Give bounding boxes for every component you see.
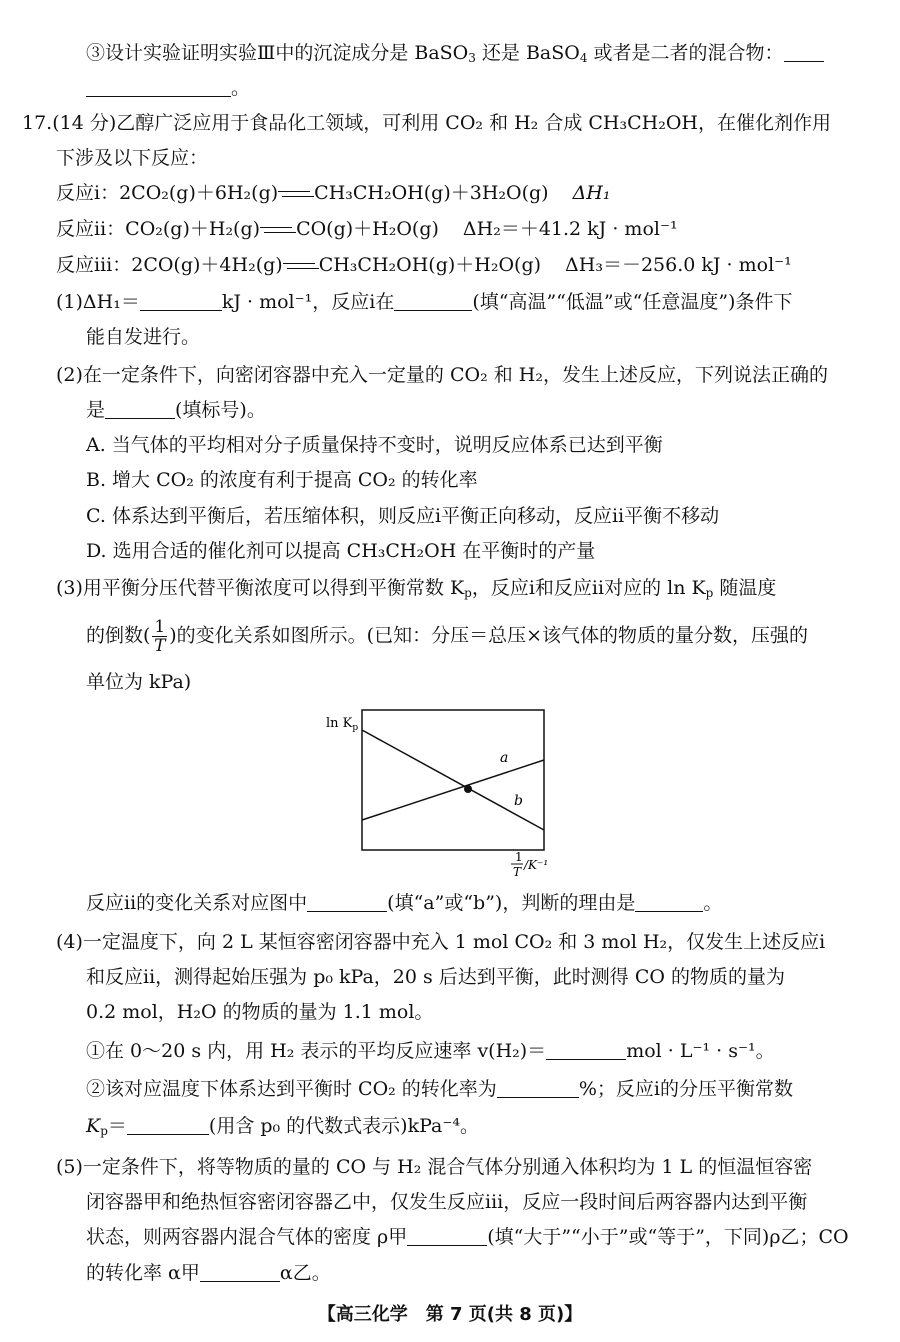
reaction-ii: 反应ⅱ：CO₂(g)＋H₂(g) CO(g)＋H₂O(g) ΔH₂＝＋41.2 kJ · mol⁻¹: [56, 218, 678, 240]
q17-part4-sub1: ①在 0～20 s 内，用 H₂ 表示的平均反应速率 v(H₂)＝ mol · L⁻¹ · s⁻¹。: [86, 1040, 775, 1062]
q17-part5-line3: 状态，则两容器内混合气体的密度 ρ甲 (填“大于”“小于”或“等于”，下同)ρ乙；CO: [86, 1226, 849, 1248]
answer-blank[interactable]: [394, 290, 472, 311]
q17-part2-line2: 是 (填标号)。: [86, 399, 266, 421]
q17-part3-line2: 的倒数( $\frac{1}{T}$ )的变化关系如图所示。(已知：分压＝总压×该气体的物质的量分数，压强的: [86, 617, 808, 656]
q17-intro-2: 下涉及以下反应：: [56, 147, 209, 169]
intersection-point: [464, 785, 472, 793]
x-axis-label-num: 1: [515, 850, 523, 864]
page-footer: 【高三化学 第 7 页(共 8 页)】: [317, 1304, 583, 1325]
label-b: b: [514, 793, 523, 809]
q16-part3-line: ③设计实验证明实验Ⅲ中的沉淀成分是 BaSO$_3$ 还是 BaSO$_4$ 或者是二者的混合物：: [86, 40, 824, 71]
q17-part4-line3: 0.2 mol，H₂O 的物质的量为 1.1 mol。: [86, 1001, 434, 1023]
line-b: [362, 730, 544, 830]
answer-blank[interactable]: [497, 1077, 579, 1098]
option-b: B. 增大 CO₂ 的浓度有利于提高 CO₂ 的转化率: [86, 469, 478, 491]
q17-intro: 17.(14 分)乙醇广泛应用于食品化工领域，可利用 CO₂ 和 H₂ 合成 CH₃CH₂OH，在催化剂作用: [22, 112, 831, 134]
q17-part3-line3: 单位为 kPa): [86, 671, 192, 693]
y-axis-label: $\ln K_p$: [326, 716, 359, 733]
option-a: A. 当气体的平均相对分子质量保持不变时，说明反应体系已达到平衡: [86, 434, 663, 456]
answer-blank[interactable]: [635, 891, 703, 912]
equilibrium-arrow-icon: [278, 187, 314, 201]
x-axis-label-den: T: [513, 865, 522, 879]
label-a: a: [500, 750, 509, 766]
answer-blank[interactable]: [546, 1039, 626, 1060]
q17-part4-sub2-line2: $K_p=$ (用含 p₀ 的代数式表示)kPa⁻⁴。: [86, 1115, 480, 1138]
q17-part5-line4: 的转化率 α甲 α乙。: [86, 1262, 331, 1284]
q17-part4-line2: 和反应ⅱ，测得起始压强为 p₀ kPa，20 s 后达到平衡，此时测得 CO 的物质的量为: [86, 966, 785, 988]
equilibrium-arrow-icon: [283, 259, 319, 273]
q17-part4: (4)一定温度下，向 2 L 某恒容密闭容器中充入 1 mol CO₂ 和 3 mol H₂，仅发生上述反应ⅰ: [56, 931, 826, 953]
q17-part4-sub2: ②该对应温度下体系达到平衡时 CO₂ 的转化率为 %；反应ⅰ的分压平衡常数: [86, 1078, 793, 1100]
q17-part2: (2)在一定条件下，向密闭容器中充入一定量的 CO₂ 和 H₂，发生上述反应，下列说法正确的: [56, 364, 828, 386]
answer-blank[interactable]: [127, 1114, 209, 1135]
answer-blank[interactable]: [86, 76, 231, 97]
q17-part5: (5)一定条件下，将等物质的量的 CO 与 H₂ 混合气体分别通入体积均为 1 L 的恒温恒容密: [56, 1156, 813, 1178]
answer-blank[interactable]: [200, 1261, 280, 1282]
answer-blank[interactable]: [307, 891, 387, 912]
option-d: D. 选用合适的催化剂可以提高 CH₃CH₂OH 在平衡时的产量: [86, 540, 596, 562]
answer-blank[interactable]: [140, 290, 222, 311]
q17-part1-line2: 能自发进行。: [86, 326, 201, 348]
equilibrium-arrow-icon: [260, 223, 296, 237]
option-c: C. 体系达到平衡后，若压缩体积，则反应ⅰ平衡正向移动，反应ⅱ平衡不移动: [86, 505, 720, 527]
fraction-1-over-T: $\frac{1}{T}$: [154, 617, 166, 656]
x-axis-unit: /K⁻¹: [524, 858, 549, 872]
line-a: [362, 760, 544, 820]
reaction-iii: 反应ⅲ：2CO(g)＋4H₂(g) CH₃CH₂OH(g)＋H₂O(g) ΔH₃＝－256.0 kJ · mol⁻¹: [56, 254, 792, 276]
q17-part3: (3)用平衡分压代替平衡浓度可以得到平衡常数 $K_p$，反应ⅰ和反应ⅱ对应的 $\ln K_p$ 随温度: [56, 577, 777, 600]
q16-part3-line2: 。: [86, 75, 250, 101]
answer-blank[interactable]: [407, 1225, 487, 1246]
lnkp-vs-inverse-t-graph: [320, 705, 580, 880]
answer-blank[interactable]: [784, 41, 824, 62]
q17-part1: (1)ΔH₁＝ kJ · mol⁻¹，反应ⅰ在 (填“高温”“低温”或“任意温度”)条件下: [56, 291, 793, 313]
reaction-i: 反应ⅰ：2CO₂(g)＋6H₂(g) CH₃CH₂OH(g)＋3H₂O(g) ΔH₁: [56, 182, 611, 204]
answer-blank[interactable]: [105, 398, 175, 419]
q17-part5-line2: 闭容器甲和绝热恒容密闭容器乙中，仅发生反应ⅲ，反应一段时间后两容器内达到平衡: [86, 1191, 808, 1213]
q17-part3-question: 反应ⅱ的变化关系对应图中 (填“a”或“b”)，判断的理由是 。: [86, 892, 723, 914]
